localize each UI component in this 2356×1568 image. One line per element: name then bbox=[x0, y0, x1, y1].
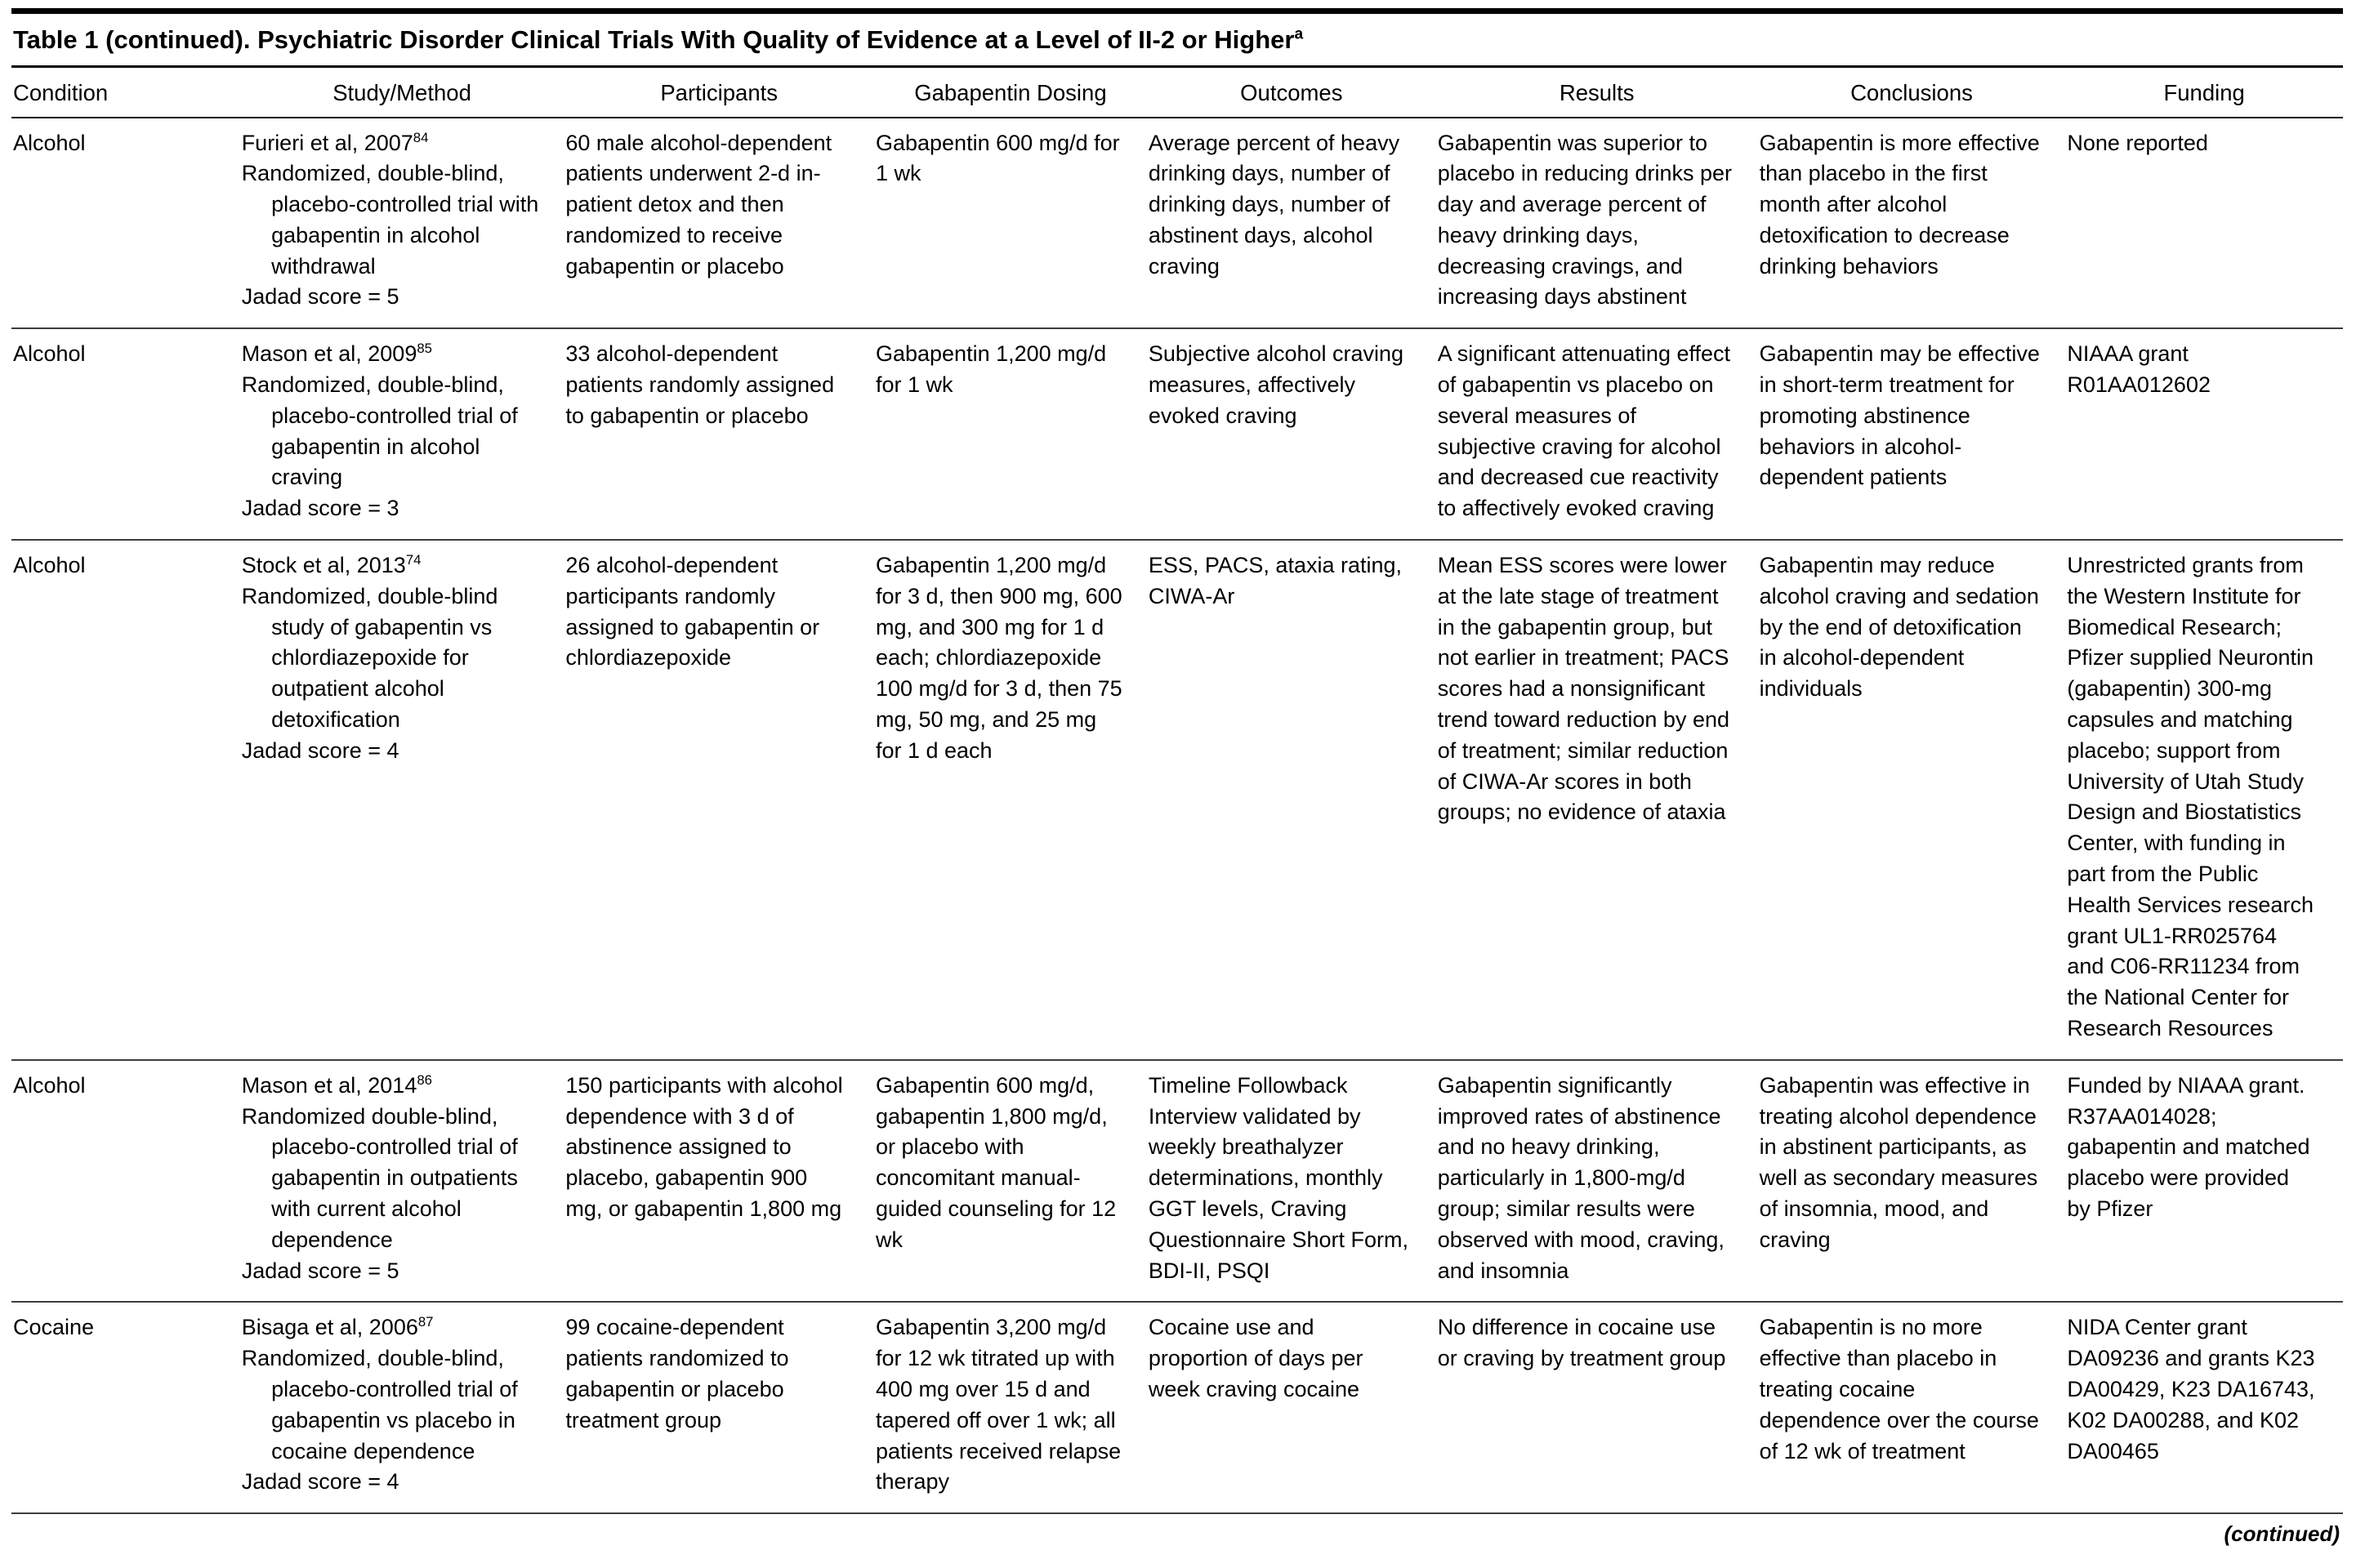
table-row bbox=[11, 118, 2343, 329]
cell-results: Gabapentin significantly improved rates of abstinence and no heavy drinking, particularly in 1,800-mg/d group; similar results were observed with mood, craving, and insomnia bbox=[1436, 1060, 1758, 1303]
cell-results: A significant attenuating effect of gabapentin vs placebo on several measures of subjective craving for alcohol and decreased cue reactivity to affectively evoked craving bbox=[1436, 328, 1758, 540]
column-header-study-method: Study/Method bbox=[240, 68, 564, 118]
cell-gabapentin-dosing: Gabapentin 600 mg/d, gabapentin 1,800 mg/d, or placebo with concomitant manual-guided counseling for 12 wk bbox=[874, 1060, 1147, 1303]
study-ref-superscript: 74 bbox=[405, 552, 422, 568]
cell-conclusions: Gabapentin may reduce alcohol craving and sedation by the end of detoxification in alcohol-dependent individuals bbox=[1758, 540, 2066, 1060]
study-citation-line bbox=[242, 339, 545, 370]
column-header-outcomes: Outcomes bbox=[1147, 68, 1436, 118]
cell-outcomes: Cocaine use and proportion of days per week craving cocaine bbox=[1147, 1302, 1436, 1513]
table-row bbox=[11, 1060, 2343, 1303]
study-citation: Stock et al, 2013 bbox=[241, 553, 406, 578]
table-title-footnote-marker: a bbox=[1294, 25, 1304, 43]
column-header-condition: Condition bbox=[11, 68, 240, 118]
cell-condition: Alcohol bbox=[11, 1060, 240, 1303]
study-ref-superscript: 85 bbox=[417, 341, 432, 357]
cell-conclusions: Gabapentin is more effective than placebo in the first month after alcohol detoxification to decrease drinking behaviors bbox=[1758, 118, 2066, 329]
study-ref-superscript: 84 bbox=[413, 129, 429, 145]
cell-outcomes: Timeline Followback Interview validated by weekly breathalyzer determinations, monthly GGT levels, Craving Questionnaire Short Form, BDI-II, PSQI bbox=[1147, 1060, 1436, 1303]
cell-gabapentin-dosing: Gabapentin 3,200 mg/d for 12 wk titrated up with 400 mg over 15 d and tapered off over 1 wk; all patients received relapse therapy bbox=[874, 1302, 1147, 1513]
column-header-gabapentin-dosing: Gabapentin Dosing bbox=[874, 68, 1147, 118]
study-citation-line bbox=[242, 128, 545, 159]
study-ref-superscript: 86 bbox=[417, 1071, 432, 1088]
jadad-score: Jadad score = 5 bbox=[241, 284, 399, 310]
study-citation: Mason et al, 2009 bbox=[241, 341, 417, 367]
cell-funding: Unrestricted grants from the Western Institute for Biomedical Research; Pfizer supplied Neurontin (gabapentin) 300-mg capsules and matching placebo; support from University of Utah Study Design and Biostatistics Center, with funding in part from the Public Health Services research grant UL1-RR025764 and C06-RR11234 from the National Center for Research Resources bbox=[2065, 540, 2343, 1060]
table-row bbox=[11, 328, 2343, 540]
study-citation: Furieri et al, 2007 bbox=[241, 130, 413, 155]
study-ref-superscript: 87 bbox=[417, 1314, 434, 1330]
column-header-funding: Funding bbox=[2065, 68, 2343, 118]
table-title bbox=[11, 14, 2343, 68]
cell-participants: 99 cocaine-dependent patients randomized to gabapentin or placebo treatment group bbox=[564, 1302, 874, 1513]
study-description: Randomized, double-blind, placebo-controlled trial with gabapentin in alcohol withdrawal bbox=[241, 161, 539, 278]
cell-results: No difference in cocaine use or craving by treatment group bbox=[1436, 1302, 1758, 1513]
cell-gabapentin-dosing: Gabapentin 1,200 mg/d for 1 wk bbox=[874, 328, 1147, 540]
cell-condition: Alcohol bbox=[11, 540, 240, 1060]
table-row bbox=[11, 1302, 2343, 1513]
column-header-results: Results bbox=[1436, 68, 1758, 118]
study-citation: Mason et al, 2014 bbox=[241, 1072, 417, 1098]
cell-condition: Cocaine bbox=[11, 1302, 240, 1513]
cell-participants: 26 alcohol-dependent participants randomly assigned to gabapentin or chlordiazepoxide bbox=[564, 540, 874, 1060]
cell-results: Mean ESS scores were lower at the late stage of treatment in the gabapentin group, but not earlier in treatment; PACS scores had a nonsignificant trend toward reduction by end of treatment; similar reduction of CIWA-Ar scores in both groups; no evidence of ataxia bbox=[1436, 540, 1758, 1060]
study-description: Randomized, double-blind, placebo-controlled trial of gabapentin in alcohol craving bbox=[241, 372, 518, 490]
jadad-score: Jadad score = 4 bbox=[241, 737, 399, 763]
cell-participants: 33 alcohol-dependent patients randomly assigned to gabapentin or placebo bbox=[564, 328, 874, 540]
table-title-text: Table 1 (continued). Psychiatric Disorder Clinical Trials With Quality of Evidence at a Level of II-2 or Higher bbox=[13, 25, 1295, 54]
continued-note: (continued) bbox=[2224, 1521, 2340, 1547]
jadad-score: Jadad score = 3 bbox=[241, 496, 399, 521]
study-citation-line bbox=[242, 1312, 545, 1343]
cell-conclusions: Gabapentin was effective in treating alcohol dependence in abstinent participants, as well as secondary measures of insomnia, mood, and craving bbox=[1758, 1060, 2066, 1303]
column-header-conclusions: Conclusions bbox=[1758, 68, 2066, 118]
cell-participants: 60 male alcohol-dependent patients underwent 2-d in-patient detox and then randomized to receive gabapentin or placebo bbox=[564, 118, 874, 329]
study-citation: Bisaga et al, 2006 bbox=[241, 1315, 418, 1340]
cell-condition: Alcohol bbox=[11, 328, 240, 540]
cell-funding: NIDA Center grant DA09236 and grants K23 DA00429, K23 DA16743, K02 DA00288, and K02 DA00465 bbox=[2065, 1302, 2343, 1513]
cell-funding: NIAAA grant R01AA012602 bbox=[2065, 328, 2343, 540]
cell-gabapentin-dosing: Gabapentin 1,200 mg/d for 3 d, then 900 mg, 600 mg, and 300 mg for 1 d each; chlordiazepoxide 100 mg/d for 3 d, then 75 mg, 50 mg, and 25 mg for 1 d each bbox=[874, 540, 1147, 1060]
cell-conclusions: Gabapentin is no more effective than placebo in treating cocaine dependence over the course of 12 wk of treatment bbox=[1758, 1302, 2066, 1513]
study-description: Randomized, double-blind study of gabapentin vs chlordiazepoxide for outpatient alcohol detoxification bbox=[241, 583, 498, 733]
cell-study-method bbox=[240, 1302, 564, 1513]
clinical-trials-table bbox=[11, 68, 2343, 1514]
cell-gabapentin-dosing: Gabapentin 600 mg/d for 1 wk bbox=[874, 118, 1147, 329]
cell-conclusions: Gabapentin may be effective in short-term treatment for promoting abstinence behaviors in alcohol-dependent patients bbox=[1758, 328, 2066, 540]
cell-study-method bbox=[240, 1060, 564, 1303]
jadad-score: Jadad score = 5 bbox=[241, 1258, 399, 1283]
cell-study-method bbox=[240, 118, 564, 329]
cell-study-method bbox=[240, 328, 564, 540]
cell-outcomes: Subjective alcohol craving measures, affectively evoked craving bbox=[1147, 328, 1436, 540]
cell-funding: Funded by NIAAA grant. R37AA014028; gabapentin and matched placebo were provided by Pfizer bbox=[2065, 1060, 2343, 1303]
study-description: Randomized double-blind, placebo-controlled trial of gabapentin in outpatients with current alcohol dependence bbox=[241, 1103, 518, 1252]
cell-outcomes: ESS, PACS, ataxia rating, CIWA-Ar bbox=[1147, 540, 1436, 1060]
table-header-row bbox=[11, 68, 2343, 118]
cell-condition: Alcohol bbox=[11, 118, 240, 329]
study-citation-line bbox=[242, 1071, 545, 1102]
table-row bbox=[11, 540, 2343, 1060]
cell-participants: 150 participants with alcohol dependence with 3 d of abstinence assigned to placebo, gabapentin 900 mg, or gabapentin 1,800 mg bbox=[564, 1060, 874, 1303]
study-citation-line bbox=[242, 550, 545, 581]
cell-study-method bbox=[240, 540, 564, 1060]
jadad-score: Jadad score = 4 bbox=[241, 1469, 399, 1494]
study-description: Randomized, double-blind, placebo-controlled trial of gabapentin vs placebo in cocaine dependence bbox=[241, 1346, 518, 1463]
top-rule bbox=[11, 8, 2343, 14]
cell-results: Gabapentin was superior to placebo in reducing drinks per day and average percent of heavy drinking days, decreasing cravings, and increasing days abstinent bbox=[1436, 118, 1758, 329]
cell-funding: None reported bbox=[2065, 118, 2343, 329]
column-header-participants: Participants bbox=[564, 68, 874, 118]
cell-outcomes: Average percent of heavy drinking days, number of drinking days, number of abstinent days, alcohol craving bbox=[1147, 118, 1436, 329]
